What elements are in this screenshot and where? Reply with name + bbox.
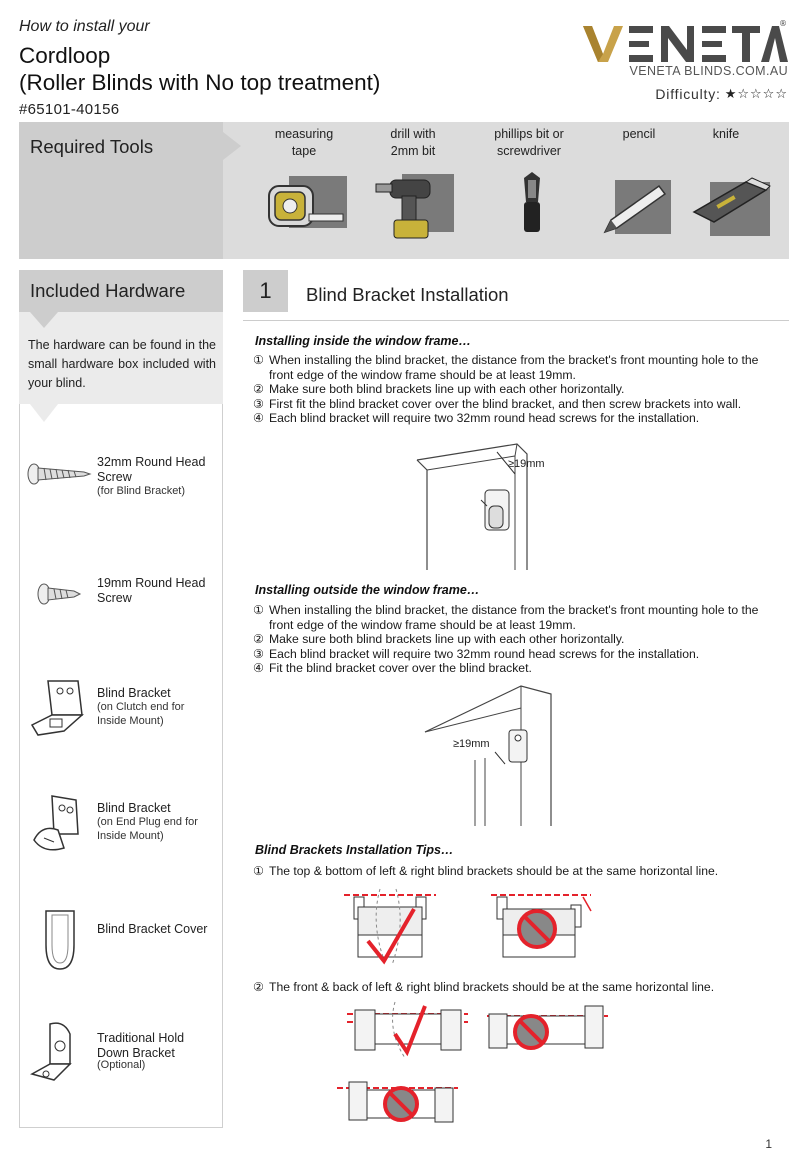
drill-icon <box>372 172 456 242</box>
outside-dimension-label: ≥19mm <box>453 738 490 750</box>
tips-list-1 <box>253 864 783 879</box>
tip2-correct-diagram <box>345 1000 470 1060</box>
tip1-correct-diagram <box>340 885 440 970</box>
tool-label-line2: 2mm bit <box>390 144 436 158</box>
tip2-wrong-diagram <box>485 1002 610 1057</box>
step-divider <box>243 320 789 321</box>
instruction-item <box>253 647 783 662</box>
tools-arrow <box>223 132 241 160</box>
item-text: Fit the blind bracket cover over the blind bracket. <box>269 661 532 676</box>
hardware-item-name: Blind Bracket <box>97 686 171 700</box>
title-line-1: Cordloop <box>19 43 111 68</box>
knife-icon <box>690 172 774 242</box>
item-number: ① <box>253 864 264 878</box>
hardware-item-name: Blind Bracket <box>97 801 171 815</box>
tips-heading: Blind Brackets Installation Tips… <box>255 843 454 857</box>
item-text: Make sure both blind brackets line up with each other horizontally. <box>269 382 625 397</box>
hardware-item-name: Blind Bracket Cover <box>97 922 208 936</box>
tool-label-line1: measuring <box>274 127 334 141</box>
difficulty-rating <box>655 86 788 102</box>
instruction-item <box>253 411 783 426</box>
item-text: When installing the blind bracket, the distance from the bracket's front mounting hole to the front edge of the window frame should be at least 19mm. <box>269 353 759 382</box>
difficulty-stars: ★☆☆☆☆ <box>724 86 788 101</box>
hardware-item-sub: (on End Plug end for Inside Mount) <box>97 816 198 842</box>
hardware-arrow-1 <box>30 312 58 328</box>
inside-dimension-label: ≥19mm <box>508 458 545 470</box>
hardware-item-sub: (for Blind Bracket) <box>97 485 186 497</box>
tool-label-line2: screwdriver <box>497 144 561 158</box>
item-text: First fit the blind bracket cover over the blind bracket, and then screw brackets into wall. <box>269 396 742 411</box>
bracket-cover-icon <box>24 905 92 975</box>
difficulty-label: Difficulty: <box>655 86 721 102</box>
item-text: Make sure both blind brackets line up with each other horizontally. <box>269 632 625 647</box>
blind-bracket-endplug-icon <box>24 790 92 860</box>
inside-frame-heading: Installing inside the window frame… <box>255 334 471 348</box>
hardware-item-name: Traditional Hold Down Bracket <box>97 1031 185 1060</box>
outside-frame-instructions <box>253 603 783 676</box>
title-line-2: (Roller Blinds with No top treatment) <box>19 70 381 95</box>
brand-url[interactable]: VENETA BLINDS.COM.AU <box>629 64 788 78</box>
header-subtitle: How to install your <box>19 18 150 35</box>
item-number: ② <box>253 980 264 994</box>
item-number: ① <box>253 603 264 617</box>
item-number: ④ <box>253 661 264 676</box>
item-text: Each blind bracket will require two 32mm round head screws for the installation. <box>269 411 700 426</box>
item-text: The front & back of left & right blind brackets should be at the same horizontal line. <box>269 980 715 994</box>
hold-down-bracket-icon <box>24 1018 92 1088</box>
item-number: ④ <box>253 411 264 426</box>
registered-mark: ® <box>779 20 787 28</box>
item-text: When installing the blind bracket, the distance from the bracket's front mounting hole to the front edge of the window frame should be at least 19mm. <box>269 603 759 632</box>
item-number: ② <box>253 382 264 397</box>
page-number: 1 <box>765 1137 772 1151</box>
phillips-bit-icon <box>490 172 574 242</box>
instruction-item <box>253 382 783 397</box>
required-tools-heading: Required Tools <box>30 136 154 157</box>
item-text: The top & bottom of left & right blind brackets should be at the same horizontal line. <box>269 864 719 878</box>
tip2-wrong-diagram-2 <box>335 1074 460 1129</box>
included-hardware-heading: Included Hardware <box>30 280 186 301</box>
tool-label-line1: drill with <box>390 127 436 141</box>
tool-label-line2: tape <box>291 144 317 158</box>
tool-measuring-tape <box>250 126 358 160</box>
tip-item <box>253 980 783 995</box>
hardware-note: The hardware can be found in the small hardware box included with your blind. <box>28 338 216 390</box>
hardware-item-sub: (Optional) <box>97 1059 146 1071</box>
tape-measure-icon <box>265 172 349 242</box>
tool-label-line1: knife <box>712 127 740 141</box>
hardware-item-name: 19mm Round Head Screw <box>97 576 206 605</box>
instruction-item <box>253 632 783 647</box>
hardware-arrow-2 <box>30 404 58 422</box>
tool-label-line1: phillips bit or <box>494 127 564 141</box>
item-number: ③ <box>253 646 264 661</box>
instruction-item <box>253 661 783 676</box>
inside-mount-diagram <box>405 430 555 575</box>
outside-mount-diagram <box>405 680 565 830</box>
item-text: Each blind bracket will require two 32mm round head screws for the installation. <box>269 646 700 661</box>
product-code: #65101-40156 <box>19 101 120 118</box>
tool-knife <box>672 126 780 143</box>
tip-item <box>253 864 783 879</box>
hardware-item-name: 32mm Round Head Screw <box>97 455 206 484</box>
item-number: ③ <box>253 396 264 411</box>
tool-label-line1: pencil <box>622 127 656 141</box>
veneta-logo <box>583 20 788 66</box>
tip1-wrong-diagram <box>487 885 597 970</box>
blind-bracket-clutch-icon <box>24 675 92 745</box>
inside-frame-instructions <box>253 353 783 426</box>
step-title: Blind Bracket Installation <box>306 284 509 305</box>
instruction-item <box>253 397 783 412</box>
tool-drill <box>359 126 467 160</box>
instruction-item <box>253 603 783 632</box>
tool-phillips-bit <box>475 126 583 160</box>
outside-frame-heading: Installing outside the window frame… <box>255 583 480 597</box>
step-number: 1 <box>259 278 272 303</box>
pencil-icon <box>595 172 679 242</box>
instruction-item <box>253 353 783 382</box>
item-number: ② <box>253 632 264 647</box>
page-title <box>19 42 380 96</box>
tips-list-2 <box>253 980 783 995</box>
screw-32mm-icon <box>24 440 92 510</box>
screw-19mm-icon <box>24 560 92 630</box>
hardware-item-sub: (on Clutch end for Inside Mount) <box>97 701 185 727</box>
item-number: ① <box>253 353 264 367</box>
